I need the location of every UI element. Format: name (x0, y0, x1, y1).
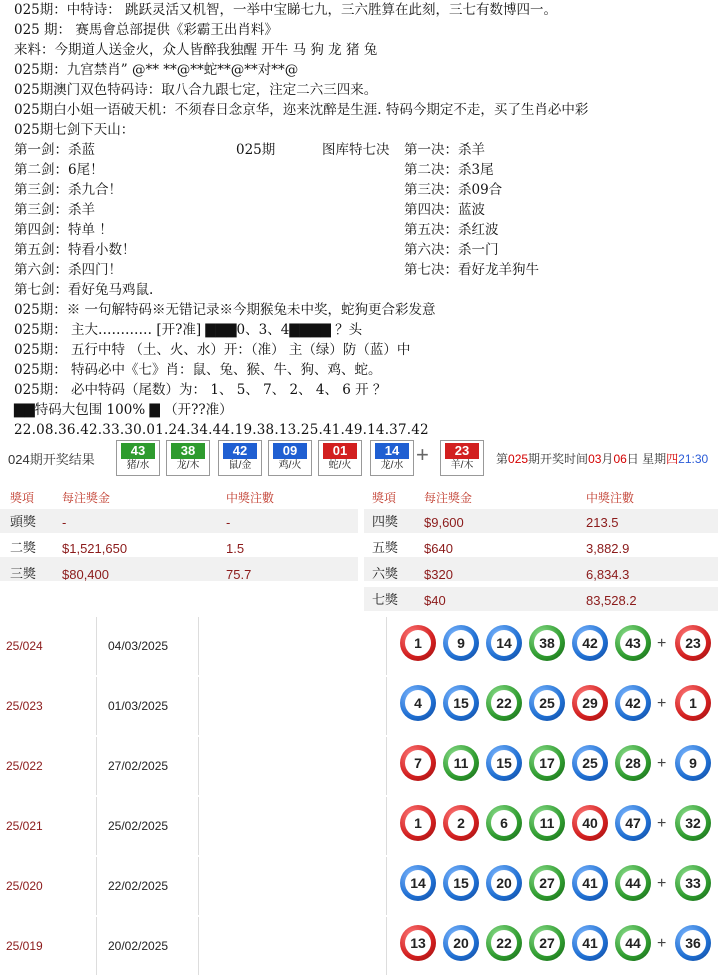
prize-name: 頭獎 (10, 515, 37, 530)
history-row (0, 797, 718, 855)
history-ball-number: 11 (534, 810, 560, 836)
history-ball (529, 685, 565, 721)
secret-line: 第一决：杀羊 (404, 142, 485, 158)
history-ball (400, 805, 436, 841)
special-ball-zodiac: 羊/木 (450, 460, 474, 471)
tail-line: 025期： 必中特码（尾数）为： 1、 5、 7、 2、 4、 6 开 ？ (14, 382, 387, 398)
history-ball-number: 15 (448, 690, 474, 716)
next-draw-weekday: 四 (666, 452, 679, 466)
plus-icon: + (657, 695, 667, 712)
history-ball-number: 44 (620, 930, 646, 956)
history-ball (443, 925, 479, 961)
history-ball (486, 925, 522, 961)
prize-name: 四獎 (372, 515, 399, 530)
history-ball-number: 42 (577, 630, 603, 656)
column-divider (198, 857, 199, 915)
next-draw-time: 21:30 (678, 452, 709, 466)
sword-line: 第六剑：杀四门！ (14, 262, 122, 278)
history-ball-number: 4 (405, 690, 431, 716)
next-draw-period: 025 (508, 452, 529, 466)
history-draw-id: 25/019 (6, 939, 43, 953)
prize-count: 213.5 (586, 515, 619, 530)
poem-line: 025期：中特诗： 跳跃灵活又机智，一举中宝睇七九，三六胜算在此刻，三七有数博四一。 (14, 2, 558, 18)
prize-count: - (226, 515, 231, 530)
prize-amount: $640 (424, 541, 453, 556)
next-draw-month-unit: 月 (601, 452, 614, 466)
history-special-ball-number: 33 (680, 870, 706, 896)
history-ball (615, 685, 651, 721)
history-ball (486, 805, 522, 841)
history-draw-date: 25/02/2025 (108, 819, 169, 833)
history-ball (615, 865, 651, 901)
secret-line: 第五决：杀红波 (404, 222, 499, 238)
history-ball-number: 29 (577, 690, 603, 716)
history-ball (615, 925, 651, 961)
history-ball (615, 805, 651, 841)
history-ball (529, 805, 565, 841)
prize-header: 獎項 (10, 487, 34, 509)
history-ball (529, 625, 565, 661)
secret-line: 第六决：杀一门 (404, 242, 499, 258)
history-special-ball-number: 36 (680, 930, 706, 956)
column-divider (386, 917, 387, 975)
numbers-line: 22.08.36.42.33.30.01.24.34.44.19.38.13.25.41.49.14.37.42 (14, 422, 429, 438)
draw-result-strip (0, 438, 718, 478)
big-pack-line: ▇▇特码大包围 100% ▇ （开??准） (14, 402, 233, 418)
history-draw-id: 25/024 (6, 639, 43, 653)
prize-count: 75.7 (226, 567, 252, 582)
history-draw-date: 04/03/2025 (108, 639, 169, 653)
result-ball-number: 14 (375, 443, 409, 459)
result-ball (370, 440, 414, 476)
history-ball-number: 27 (534, 930, 560, 956)
prize-header: 中獎注數 (586, 487, 634, 509)
next-draw-day-unit: 日 星期 (626, 452, 667, 466)
history-ball-number: 20 (448, 930, 474, 956)
column-divider (198, 797, 199, 855)
prize-amount: $9,600 (424, 515, 464, 530)
column-divider (96, 857, 97, 915)
history-ball-number: 41 (577, 870, 603, 896)
history-row (0, 857, 718, 915)
history-ball (615, 745, 651, 781)
prize-count: 6,834.3 (586, 567, 630, 582)
history-ball-number: 13 (405, 930, 431, 956)
history-ball-number: 14 (405, 870, 431, 896)
history-ball-number: 47 (620, 810, 646, 836)
result-ball-zodiac: 龙/木 (176, 460, 200, 471)
history-ball-number: 22 (491, 690, 517, 716)
prize-header: 每注獎金 (424, 487, 472, 509)
history-ball (443, 745, 479, 781)
column-divider (96, 617, 97, 675)
history-ball (615, 625, 651, 661)
history-ball-number: 20 (491, 870, 517, 896)
history-special-ball-number: 1 (680, 690, 706, 716)
column-divider (386, 737, 387, 795)
history-ball-number: 43 (620, 630, 646, 656)
history-special-ball-number: 23 (680, 630, 706, 656)
history-special-ball (675, 865, 711, 901)
prize-name: 五獎 (372, 541, 399, 556)
history-row (0, 917, 718, 975)
history-draw-id: 25/022 (6, 759, 43, 773)
middle-title: 图库特七决 (322, 142, 390, 158)
history-draw-date: 20/02/2025 (108, 939, 169, 953)
history-ball (572, 685, 608, 721)
result-ball-number: 43 (121, 443, 155, 459)
column-divider (386, 677, 387, 735)
history-ball-number: 14 (491, 630, 517, 656)
history-ball (529, 865, 565, 901)
history-special-ball (675, 925, 711, 961)
sword-line: 第七剑：看好兔马鸡鼠. (14, 282, 154, 298)
column-divider (386, 797, 387, 855)
history-ball (400, 865, 436, 901)
history-ball-number: 28 (620, 750, 646, 776)
history-ball-number: 41 (577, 930, 603, 956)
history-ball-number: 1 (405, 630, 431, 656)
history-ball (400, 745, 436, 781)
history-ball (529, 745, 565, 781)
next-draw-month: 03 (588, 452, 602, 466)
history-draw-id: 25/020 (6, 879, 43, 893)
prize-amount: - (62, 515, 67, 530)
history-ball-number: 42 (620, 690, 646, 716)
history-ball-number: 9 (448, 630, 474, 656)
history-row (0, 617, 718, 675)
history-ball (572, 745, 608, 781)
prize-header: 中獎注數 (226, 487, 274, 509)
prize-table (0, 487, 718, 611)
result-ball-zodiac: 蛇/火 (328, 460, 352, 471)
history-ball (400, 925, 436, 961)
history-ball-number: 15 (448, 870, 474, 896)
history-ball (572, 865, 608, 901)
column-divider (198, 737, 199, 795)
sword-line: 第二剑：6尾！ (14, 162, 104, 178)
sword-line: 第三剑：杀羊 (14, 202, 95, 218)
history-special-ball-number: 9 (680, 750, 706, 776)
secret-line: 第七决：看好龙羊狗牛 (404, 262, 539, 278)
five-elements-line: 025期： 五行中特 （土、火、水）开：（准） 主（绿）防（蓝）中 (14, 342, 411, 358)
seven-swords-line: 025期七剑下天山： (14, 122, 135, 138)
seven-zodiac-line: 025期： 特码必中《七》肖：鼠、兔、猴、牛、狗、鸡、蛇。 (14, 362, 382, 378)
prize-count: 1.5 (226, 541, 245, 556)
result-ball (268, 440, 312, 476)
result-ball-number: 09 (273, 443, 307, 459)
prize-name: 六獎 (372, 567, 399, 582)
prize-header: 每注獎金 (62, 487, 110, 509)
main-big-line: 025期： 主大………… [开?准] ▇▇▇0、3、4▇▇▇▇ ？头 (14, 322, 363, 338)
history-ball (443, 625, 479, 661)
sword-line: 第一剑：杀蓝 (14, 142, 95, 158)
miss-bai-line: 025期白小姐一语破天机：不须春日念京华，迩来沈醉是生涯. 特码今期定不走，买了生肖必中彩 (14, 102, 589, 118)
plus-icon: + (657, 755, 667, 772)
history-ball-number: 6 (491, 810, 517, 836)
history-ball (572, 625, 608, 661)
result-ball-zodiac: 鸡/火 (278, 460, 302, 471)
history-special-ball (675, 805, 711, 841)
history-ball (443, 865, 479, 901)
history-ball (572, 925, 608, 961)
secret-line: 第四决：蓝波 (404, 202, 485, 218)
prize-amount: $320 (424, 567, 453, 582)
column-divider (198, 677, 199, 735)
middle-period: 025期 (236, 142, 276, 158)
history-draw-id: 25/023 (6, 699, 43, 713)
riddle-line: 来料：今期道人送金火，众人皆醉我独醒 开牛 马 狗 龙 猪 兔 (14, 42, 378, 58)
prize-amount: $80,400 (62, 567, 109, 582)
history-row (0, 677, 718, 735)
history-draw-date: 01/03/2025 (108, 699, 169, 713)
special-result-ball (440, 440, 484, 476)
history-draw-date: 27/02/2025 (108, 759, 169, 773)
result-ball-zodiac: 猪/水 (126, 460, 150, 471)
history-ball (486, 745, 522, 781)
history-special-ball (675, 625, 711, 661)
sword-line: 第四剑：特单 ！ (14, 222, 113, 238)
history-ball (400, 625, 436, 661)
secret-line: 第二决：杀3尾 (404, 162, 494, 178)
history-ball (529, 925, 565, 961)
column-divider (198, 617, 199, 675)
forbid-line: 025期：九宫禁肖” @** **@**蛇**@**对**@ (14, 62, 299, 78)
result-ball (318, 440, 362, 476)
history-ball (443, 805, 479, 841)
history-ball-number: 7 (405, 750, 431, 776)
history-ball (486, 865, 522, 901)
plus-icon: + (657, 815, 667, 832)
plus-icon: + (657, 875, 667, 892)
history-ball-number: 17 (534, 750, 560, 776)
result-ball (166, 440, 210, 476)
column-divider (198, 917, 199, 975)
result-ball (218, 440, 262, 476)
history-ball (486, 685, 522, 721)
history-ball-number: 2 (448, 810, 474, 836)
history-draw-id: 25/021 (6, 819, 43, 833)
prize-name: 三獎 (10, 567, 37, 582)
result-ball-number: 42 (223, 443, 257, 459)
plus-icon: + (416, 442, 429, 467)
history-special-ball (675, 685, 711, 721)
column-divider (96, 917, 97, 975)
result-ball-number: 01 (323, 443, 357, 459)
next-draw-mid: 期开奖时间 (528, 452, 589, 466)
history-ball (572, 805, 608, 841)
result-ball-zodiac: 龙/水 (380, 460, 404, 471)
history-ball (443, 685, 479, 721)
plus-icon: + (657, 935, 667, 952)
prize-amount: $1,521,650 (62, 541, 128, 556)
history-ball-number: 15 (491, 750, 517, 776)
history-ball-number: 22 (491, 930, 517, 956)
plus-icon: + (657, 635, 667, 652)
result-ball (116, 440, 160, 476)
column-divider (96, 677, 97, 735)
history-ball (400, 685, 436, 721)
result-ball-zodiac: 鼠/金 (228, 460, 252, 471)
prize-count: 83,528.2 (586, 593, 637, 608)
column-divider (96, 797, 97, 855)
sword-line: 第五剑：特看小数！ (14, 242, 136, 258)
history-ball-number: 40 (577, 810, 603, 836)
history-ball-number: 44 (620, 870, 646, 896)
history-ball-number: 25 (577, 750, 603, 776)
history-ball-number: 1 (405, 810, 431, 836)
column-divider (386, 857, 387, 915)
history-ball-number: 38 (534, 630, 560, 656)
column-divider (386, 617, 387, 675)
next-draw-info (496, 450, 708, 467)
one-phrase-line: 025期：※ 一句解特码※无错记录※今期猴兔未中奖，蛇狗更合彩发意 (14, 302, 436, 318)
history-draw-date: 22/02/2025 (108, 879, 169, 893)
column-divider (96, 737, 97, 795)
source-line: 025 期： 赛馬會总部提供《彩霸王出肖料》 (14, 22, 278, 38)
double-color-line: 025期澳门双色特码诗：取八合九跟七定，注定二六三四来。 (14, 82, 378, 98)
prize-header: 獎項 (372, 487, 396, 509)
prize-name: 七獎 (372, 593, 399, 608)
history-ball-number: 11 (448, 750, 474, 776)
history-ball (486, 625, 522, 661)
result-ball-number: 38 (171, 443, 205, 459)
secret-line: 第三决：杀09合 (404, 182, 503, 198)
history-special-ball-number: 32 (680, 810, 706, 836)
next-draw-prefix: 第 (496, 452, 509, 466)
next-draw-day: 06 (613, 452, 627, 466)
history-ball-number: 27 (534, 870, 560, 896)
special-ball-number: 23 (445, 443, 479, 459)
draw-result-label: 024期开奖结果 (8, 452, 95, 467)
history-ball-number: 25 (534, 690, 560, 716)
history-row (0, 737, 718, 795)
prize-amount: $40 (424, 593, 446, 608)
sword-line: 第三剑：杀九合！ (14, 182, 122, 198)
history-special-ball (675, 745, 711, 781)
prize-count: 3,882.9 (586, 541, 630, 556)
prize-name: 二獎 (10, 541, 37, 556)
